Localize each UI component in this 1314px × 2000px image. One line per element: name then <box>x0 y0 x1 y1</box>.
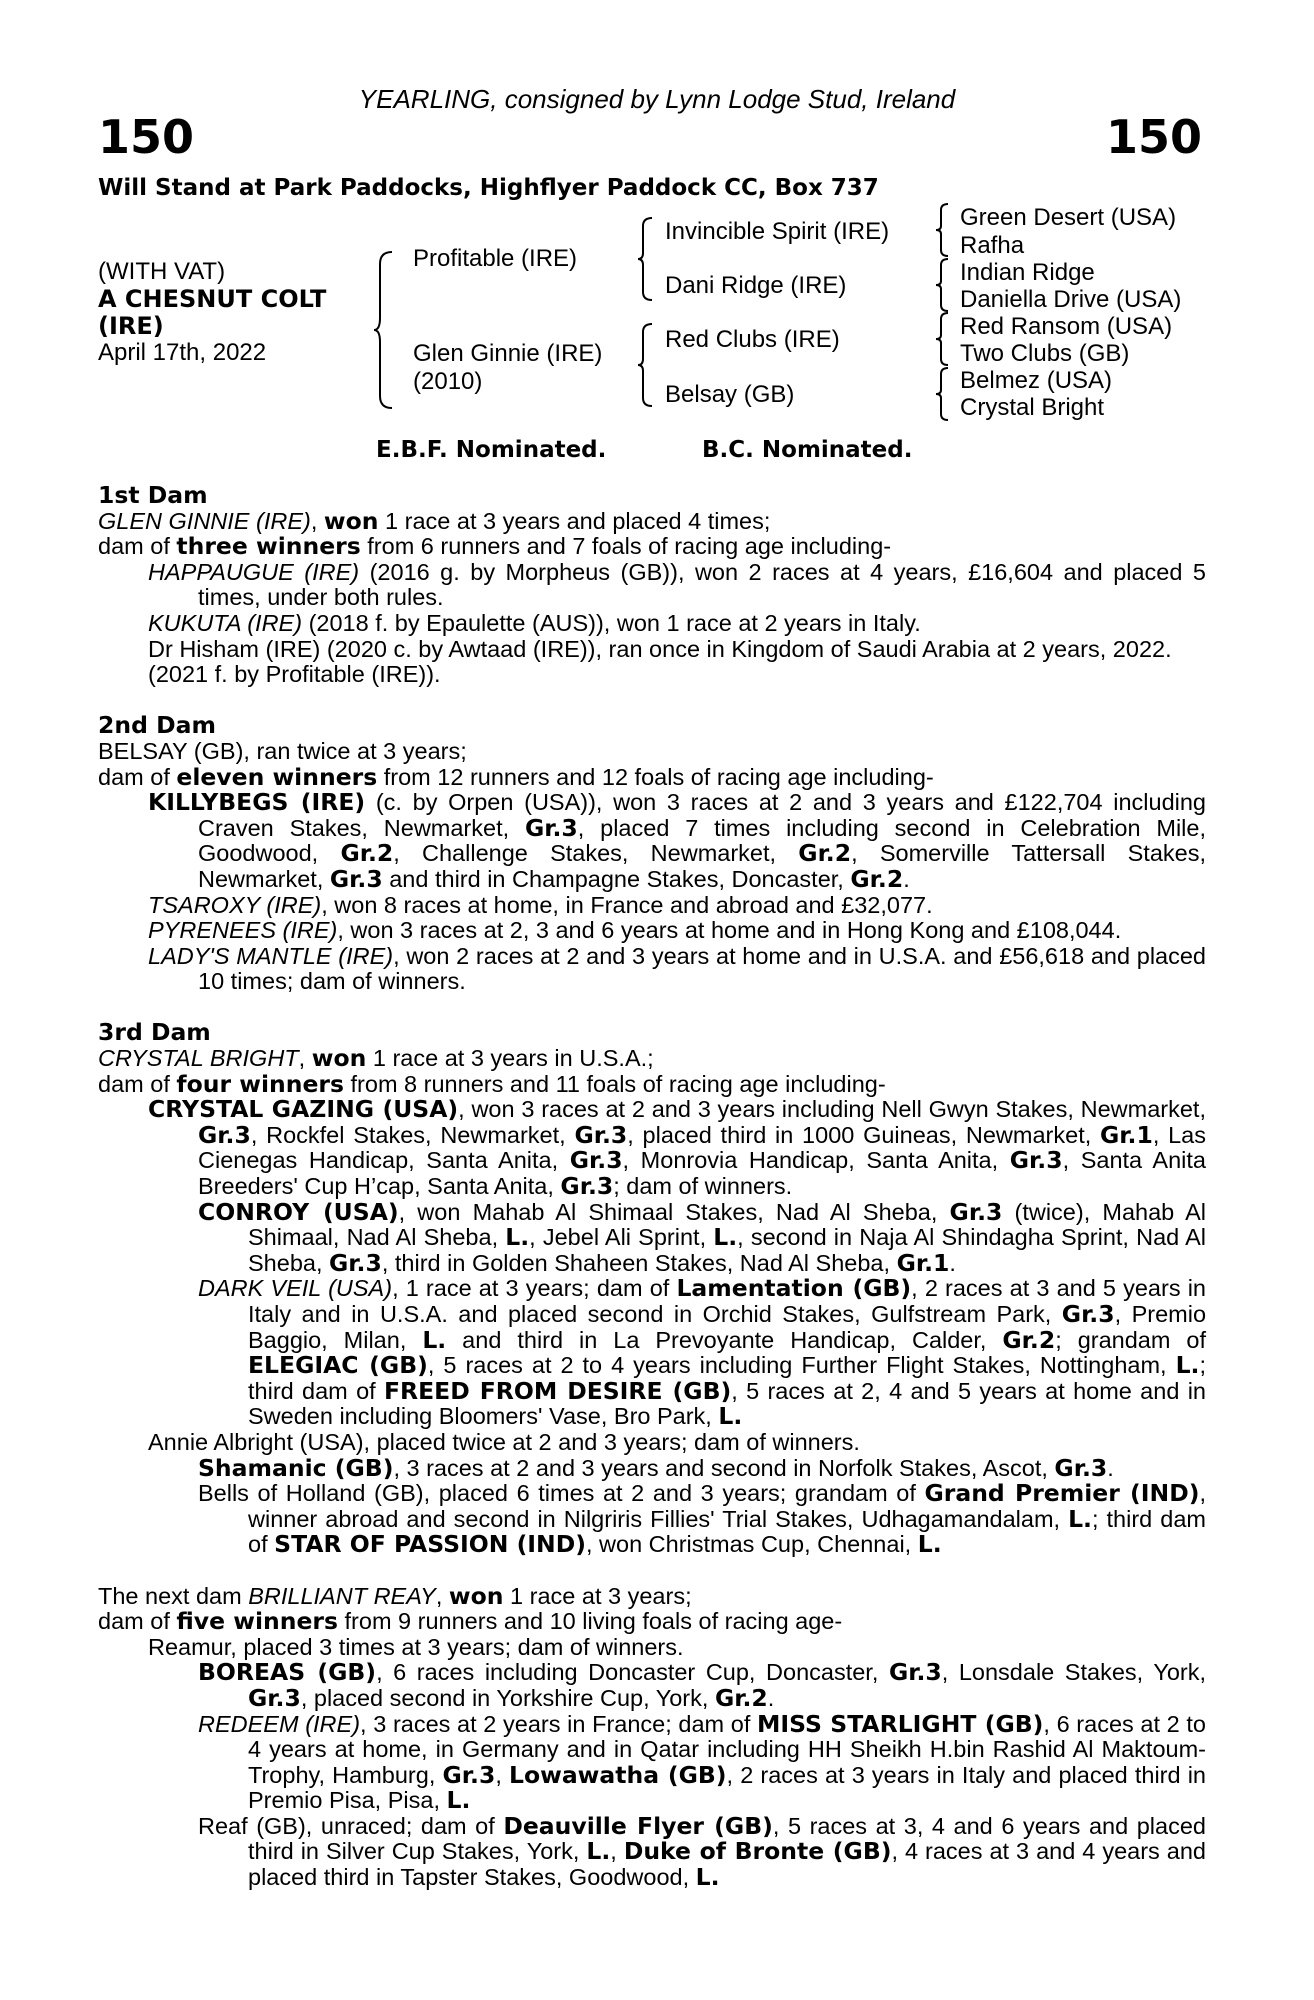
ddd: Crystal Bright <box>960 394 1105 421</box>
first-dam-line: GLEN GINNIE (IRE), won 1 race at 3 years and placed 4 times; <box>98 506 771 535</box>
dam-line1: Glen Ginnie (IRE) <box>413 340 603 367</box>
ebf-nomination: E.B.F. Nominated. <box>376 437 607 463</box>
list-item: KUKUTA (IRE) (2018 f. by Epaulette (AUS)), won 1 race at 2 years in Italy. <box>148 609 921 636</box>
g1-brace <box>934 202 950 258</box>
list-item: CRYSTAL GAZING (USA), won 3 races at 2 and 3 years including Nell Gwyn Stakes, Newmarket, Gr.3, Rockfel Stakes, Newmarket, Gr.3, placed third in 1000 Guineas, Newmarket, Gr.1, Las Cienegas Handicap, Santa Anita, Gr.3, Monrovia Handicap, Santa Anita, Gr.3, Santa Anita Breeders' Cup H’cap, Santa Anita, Gr.3; dam of winners. <box>148 1095 1206 1201</box>
list-item: Bells of Holland (GB), placed 6 times at 2 and 3 years; grandam of Grand Premier (IND), winner abroad and second in Nilgriris Fillies' Trial Stakes, Udhagamandalam, L.; third dam of STAR OF PASSION (IND), won Christmas Cup, Chennai, L. <box>198 1479 1206 1559</box>
list-item: HAPPAUGUE (IRE) (2016 g. by Morpheus (GB)), won 2 races at 4 years, £16,604 and placed 5 times, under both rules. <box>148 558 1206 611</box>
sire-sire: Invincible Spirit (IRE) <box>665 218 890 245</box>
first-dam-heading: 1st Dam <box>98 481 208 509</box>
list-item: LADY'S MANTLE (IRE), won 2 races at 2 and 3 years at home and in U.S.A. and £56,618 and placed 10 times; dam of winners. <box>148 942 1206 995</box>
pedigree-main-brace <box>372 250 394 410</box>
stand-location: Will Stand at Park Paddocks, Highflyer Paddock CC, Box 737 <box>98 175 879 201</box>
second-dam-produce: dam of eleven winners from 12 runners and 12 foals of racing age including- <box>98 762 934 791</box>
foaling-date: April 17th, 2022 <box>98 339 267 366</box>
list-item: TSAROXY (IRE), won 8 races at home, in France and abroad and £32,077. <box>148 891 933 918</box>
sdd: Daniella Drive (USA) <box>960 286 1182 313</box>
list-item: Reamur, placed 3 times at 3 years; dam of winners. <box>148 1633 684 1660</box>
dds: Belmez (USA) <box>960 367 1113 394</box>
g2-brace <box>934 257 950 313</box>
list-item: Reaf (GB), unraced; dam of Deauville Flyer (GB), 5 races at 3, 4 and 6 years and placed third in Silver Cup Stakes, York, L., Duke of Bronte (GB), 4 races at 3 and 4 years and placed third in Tapster Stakes, Goodwood, L. <box>198 1811 1206 1892</box>
lot-number-right: 150 <box>1105 110 1202 164</box>
ssd: Rafha <box>960 232 1025 259</box>
third-dam-produce: dam of four winners from 8 runners and 11 foals of racing age including- <box>98 1069 886 1098</box>
consignor-subtitle: YEARLING, consigned by Lynn Lodge Stud, Ireland <box>358 84 956 114</box>
sire-line-brace <box>636 216 654 302</box>
dam-line2: (2010) <box>413 368 483 395</box>
horse-name-line2: (IRE) <box>98 312 164 340</box>
list-item: (2021 f. by Profitable (IRE)). <box>148 661 441 688</box>
sss: Green Desert (USA) <box>960 204 1177 231</box>
list-item: Annie Albright (USA), placed twice at 2 and 3 years; dam of winners. <box>148 1428 860 1455</box>
list-item: DARK VEIL (USA), 1 race at 3 years; dam of Lamentation (GB), 2 races at 3 and 5 years in Italy and in U.S.A. and placed second in Orchid Stakes, Gulfstream Park, Gr.3, Premio Baggio, Milan, L. and third in La Prevoyante Handicap, Calder, Gr.2; grandam of ELEGIAC (GB), 5 races at 2 to 4 years including Further Flight Stakes, Nottingham, L.; third dam of FREED FROM DESIRE (GB), 5 races at 2, 4 and 5 years at home and in Sweden including Bloomers' Vase, Bro Park, L. <box>198 1274 1207 1431</box>
list-item: BOREAS (GB), 6 races including Doncaster Cup, Doncaster, Gr.3, Lonsdale Stakes, York, Gr.3, placed second in Yorkshire Cup, York, Gr.2. <box>198 1658 1207 1712</box>
dam-dam: Belsay (GB) <box>665 381 795 408</box>
sire-dam: Dani Ridge (IRE) <box>665 272 847 299</box>
catalogue-body <box>98 483 1206 1891</box>
list-item: Shamanic (GB), 3 races at 2 and 3 years and second in Norfolk Stakes, Ascot, Gr.3. <box>198 1453 1114 1482</box>
dam-sire: Red Clubs (IRE) <box>665 326 840 353</box>
list-item: CONROY (USA), won Mahab Al Shimaal Stakes, Nad Al Sheba, Gr.3 (twice), Mahab Al Shimaal, Nad Al Sheba, L., Jebel Ali Sprint, L., second in Naja Al Shindagha Sprint, Nad Al Sheba, Gr.3, third in Golden Shaheen Stakes, Nad Al Sheba, Gr.1. <box>198 1197 1206 1277</box>
next-dam-line: The next dam BRILLIANT REAY, won 1 race at 3 years; <box>98 1581 692 1610</box>
list-item: Dr Hisham (IRE) (2020 c. by Awtaad (IRE)), ran once in Kingdom of Saudi Arabia at 2 years, 2022. <box>148 635 1172 662</box>
bc-nomination: B.C. Nominated. <box>702 437 913 463</box>
list-item: KILLYBEGS (IRE) (c. by Orpen (USA)), won 3 races at 2 and 3 years and £122,704 including Craven Stakes, Newmarket, Gr.3, placed 7 times including second in Celebration Mile, Goodwood, Gr.2, Challenge Stakes, Newmarket, Gr.2, Somerville Tattersall Stakes, Newmarket, Gr.3 and third in Champagne Stakes, Doncaster, Gr.2. <box>148 788 1207 893</box>
sds: Indian Ridge <box>960 259 1095 286</box>
list-item: PYRENEES (IRE), won 3 races at 2, 3 and 6 years at home and in Hong Kong and £108,044. <box>148 917 1122 944</box>
dss: Red Ransom (USA) <box>960 313 1173 340</box>
list-item: REDEEM (IRE), 3 races at 2 years in France; dam of MISS STARLIGHT (GB), 6 races at 2 to 4 years at home, in Germany and in Qatar including HH Sheikh H.bin Rashid Al Maktoum-Trophy, Hamburg, Gr.3, Lowawatha (GB), 2 races at 3 years in Italy and placed third in Premio Pisa, Pisa, L. <box>198 1709 1206 1815</box>
third-dam-line: CRYSTAL BRIGHT, won 1 race at 3 years in U.S.A.; <box>98 1044 654 1073</box>
second-dam-heading: 2nd Dam <box>98 711 216 740</box>
horse-name-line1: A CHESNUT COLT <box>98 285 327 313</box>
vat-note: (WITH VAT) <box>98 258 226 285</box>
first-dam-produce: dam of three winners from 6 runners and 7 foals of racing age including- <box>98 532 892 561</box>
dsd: Two Clubs (GB) <box>960 340 1130 367</box>
lot-number-left: 150 <box>98 110 195 164</box>
third-dam-heading: 3rd Dam <box>98 1018 211 1047</box>
dam-line-brace <box>636 322 654 408</box>
g4-brace <box>934 366 950 422</box>
second-dam-line: BELSAY (GB), ran twice at 3 years; <box>98 737 467 764</box>
next-dam-produce: dam of five winners from 9 runners and 10 living foals of racing age- <box>98 1607 843 1636</box>
g3-brace <box>934 311 950 367</box>
sire: Profitable (IRE) <box>413 245 578 272</box>
